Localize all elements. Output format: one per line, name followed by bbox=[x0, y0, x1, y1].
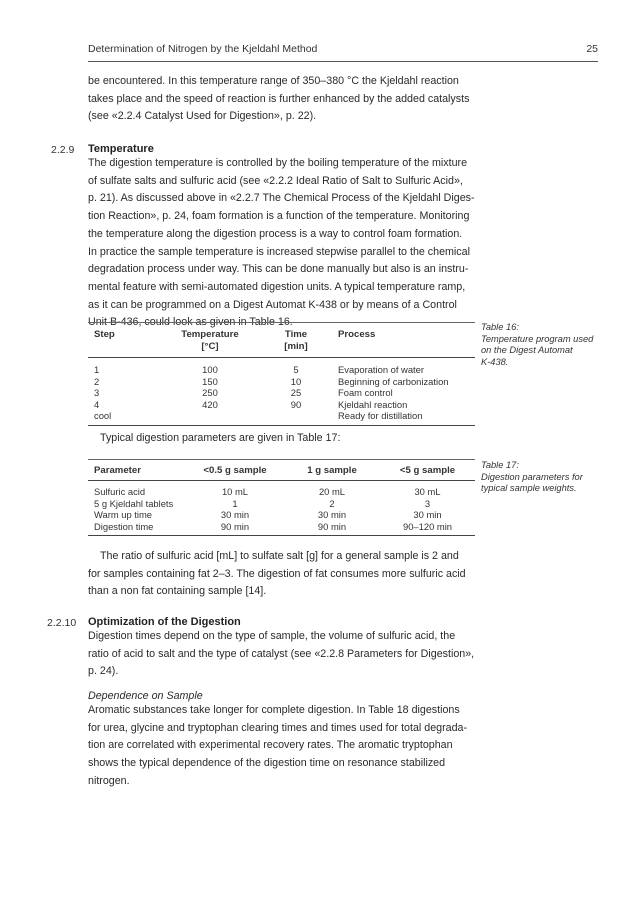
table-row: 5 g Kjeldahl tablets 1 2 3 bbox=[94, 497, 431, 509]
table-row: Warm up time 30 min 30 min 30 min bbox=[94, 509, 442, 521]
optimization-paragraph bbox=[88, 628, 475, 681]
paragraph-line: shows the typical dependence of the digestion time on resonance stabilized bbox=[88, 757, 446, 770]
table-17-header-small: <0.5 g sample bbox=[203, 465, 267, 476]
intro-line: takes place and the speed of reaction is further enhanced by the added catalysts bbox=[88, 92, 470, 105]
header-rule bbox=[88, 61, 598, 62]
paragraph-line: Unit B-436, could look as given in Table 16. bbox=[88, 316, 293, 329]
paragraph-line: nitrogen. bbox=[88, 774, 130, 787]
table-17-header-large: <5 g sample bbox=[399, 465, 456, 476]
running-title: Determination of Nitrogen by the Kjeldahl Method bbox=[88, 43, 318, 55]
subheading-dependence-on-sample: Dependence on Sample bbox=[88, 690, 203, 702]
intro-paragraph bbox=[88, 73, 475, 126]
paragraph-line: Digestion times depend on the type of sample, the volume of sulfuric acid, the bbox=[88, 630, 456, 642]
paragraph-line: p. 21). As discussed above in «2.2.7 The Chemical Process of the Kjeldahl Diges- bbox=[88, 192, 475, 205]
table-16 bbox=[88, 322, 475, 426]
table-17-intro: Typical digestion parameters are given in Table 17: bbox=[100, 432, 341, 444]
table-row: cool Ready for distillation bbox=[94, 410, 423, 422]
table-row: 4 420 90 Kjeldahl reaction bbox=[94, 398, 408, 410]
paragraph-line: as it can be programmed on a Digest Automat K-438 or by means of a Control bbox=[88, 298, 457, 311]
paragraph-line: than a non fat containing sample [14]. bbox=[88, 585, 267, 598]
table-16-header-step: Step bbox=[94, 329, 115, 340]
paragraph-line: for samples containing fat 2–3. The digestion of fat consumes more sulfuric acid bbox=[88, 567, 466, 580]
paragraph-line: for urea, glycine and tryptophan clearing times and times used for total degrada- bbox=[88, 721, 468, 734]
table-row: 2 150 10 Beginning of carbonization bbox=[94, 375, 449, 387]
ratio-paragraph bbox=[88, 548, 475, 601]
table-16-header-temperature: Temperature [°C] bbox=[181, 329, 239, 352]
paragraph-line: The ratio of sulfuric acid [mL] to sulfate salt [g] for a general sample is 2 and bbox=[100, 550, 459, 562]
temperature-paragraph bbox=[88, 155, 475, 332]
paragraph-line: In practice the sample temperature is increased stepwise parallel to the chemical bbox=[88, 245, 470, 258]
table-17-header-parameter: Parameter bbox=[94, 465, 141, 476]
table-17 bbox=[88, 459, 475, 536]
paragraph-line: of sulfate salts and sulfuric acid (see «2.2.2 Ideal Ratio of Salt to Sulfuric Acid», bbox=[88, 174, 463, 187]
paragraph-line: mental feature with semi-automated digestion units. A typical temperature ramp, bbox=[88, 280, 466, 293]
page-number: 25 bbox=[586, 43, 598, 55]
table-row: Sulfuric acid 10 mL 20 mL 30 mL bbox=[94, 486, 441, 497]
intro-line: (see «2.2.4 Catalyst Used for Digestion», p. 22). bbox=[88, 110, 317, 123]
table-16-caption: Table 16: Temperature program used on the Digest Automat K-438. bbox=[481, 322, 594, 367]
table-17-caption: Table 17: Digestion parameters for typical sample weights. bbox=[481, 460, 583, 494]
running-header bbox=[88, 43, 598, 55]
section-title-temperature: Temperature bbox=[88, 143, 154, 155]
section-number-2-2-10: 2.2.10 bbox=[47, 617, 77, 629]
table-row: 1 100 5 Evaporation of water bbox=[94, 364, 424, 375]
table-row: 3 250 25 Foam control bbox=[94, 387, 393, 399]
section-number-2-2-9: 2.2.9 bbox=[51, 144, 75, 156]
section-title-optimization: Optimization of the Digestion bbox=[88, 616, 241, 628]
paragraph-line: The digestion temperature is controlled by the boiling temperature of the mixture bbox=[88, 157, 468, 169]
table-16-header-time: Time [min] bbox=[284, 329, 308, 352]
paragraph-line: tion are correlated with experimental recovery rates. The aromatic tryptophan bbox=[88, 739, 453, 752]
intro-line: be encountered. In this temperature range of 350–380 °C the Kjeldahl reaction bbox=[88, 75, 459, 87]
paragraph-line: the temperature along the digestion process is a way to control foam formation. bbox=[88, 227, 463, 240]
paragraph-line: tion Reaction», p. 24, foam formation is a function of the temperature. Monitoring bbox=[88, 210, 470, 223]
paragraph-line: Aromatic substances take longer for complete digestion. In Table 18 digestions bbox=[88, 704, 460, 716]
dependence-paragraph bbox=[88, 702, 475, 791]
table-17-header-1g: 1 g sample bbox=[307, 465, 357, 476]
table-row: Digestion time 90 min 90 min 90–120 min bbox=[94, 520, 452, 532]
paragraph-line: p. 24). bbox=[88, 665, 119, 678]
paragraph-line: degradation process under way. This can be done manually but also is an instru- bbox=[88, 263, 469, 276]
paragraph-line: ratio of acid to salt and the type of catalyst (see «2.2.8 Parameters for Digestion», bbox=[88, 647, 475, 660]
table-16-header-process: Process bbox=[338, 329, 376, 340]
